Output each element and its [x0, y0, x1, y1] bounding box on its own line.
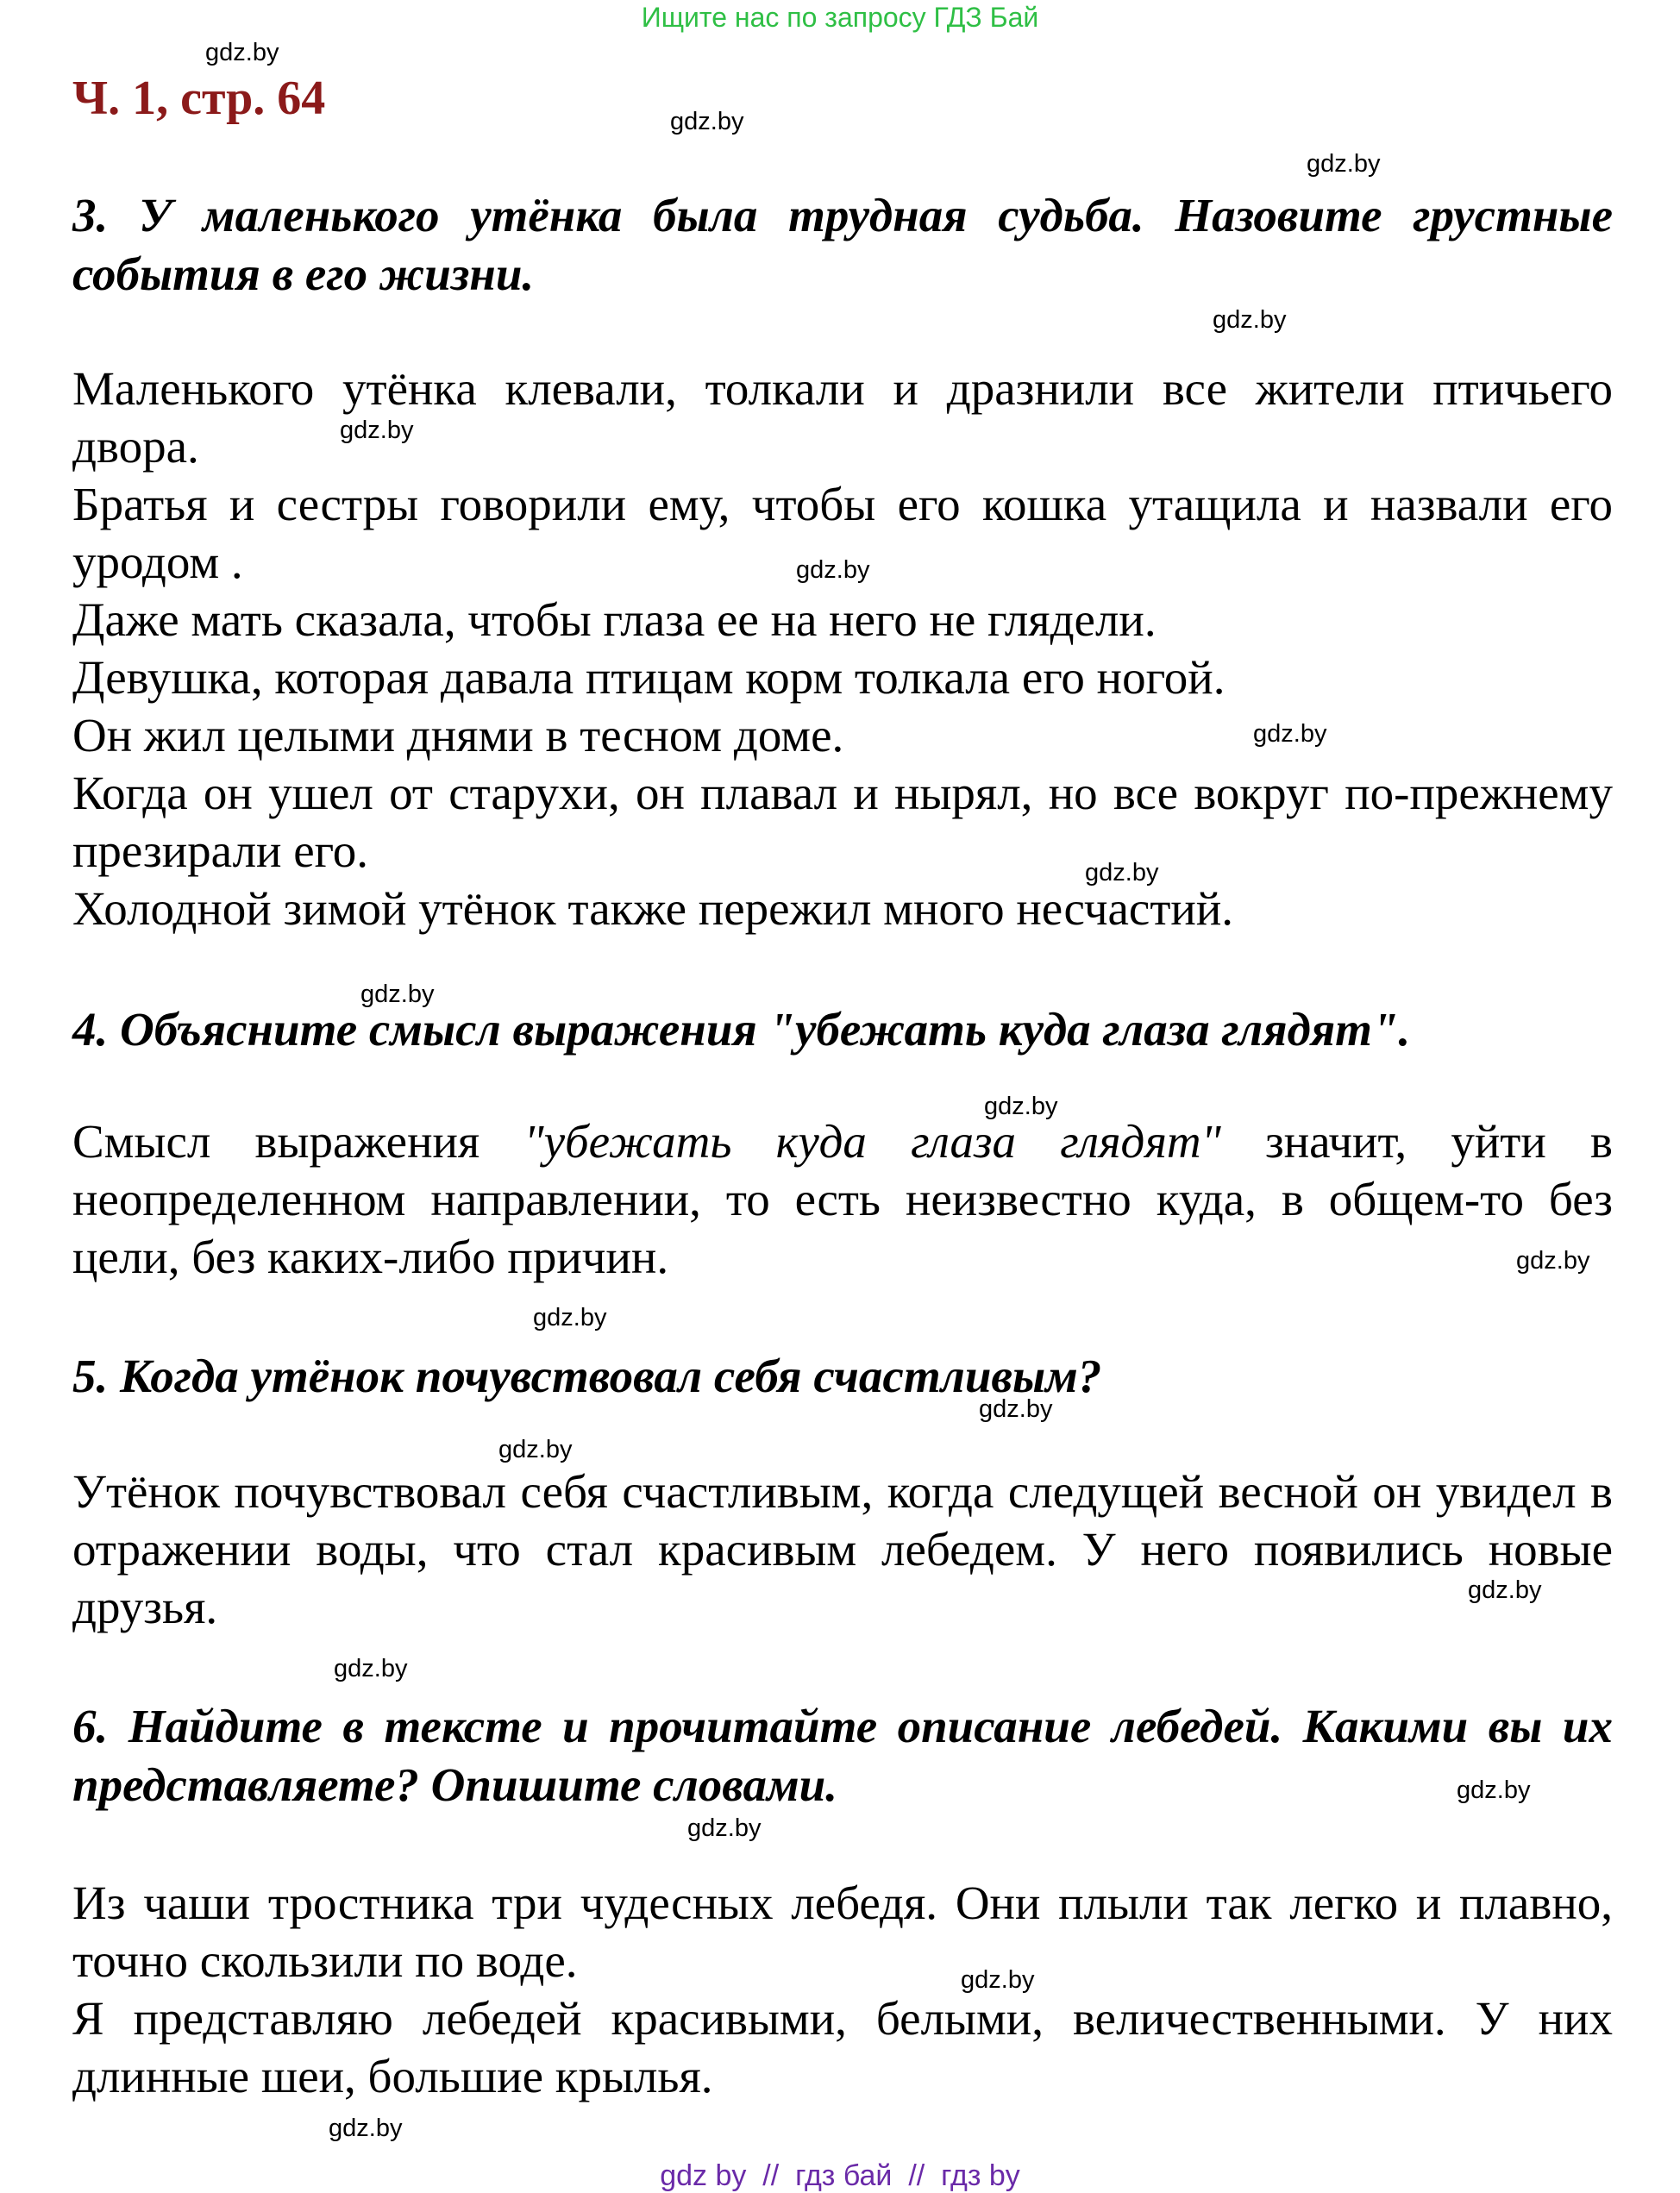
watermark: gdz.by [796, 556, 870, 584]
watermark: gdz.by [979, 1395, 1053, 1423]
answer-line: Девушка, которая давала птицам корм толкала его ногой. [72, 651, 1226, 704]
watermark: gdz.by [1085, 859, 1159, 887]
question-6-answer [72, 1874, 1613, 2105]
watermark: gdz.by [984, 1093, 1058, 1120]
watermark: gdz.by [1253, 720, 1327, 748]
watermark: gdz.by [498, 1436, 573, 1463]
page-title: Ч. 1, стр. 64 [72, 72, 326, 125]
watermark: gdz.by [334, 1655, 408, 1682]
watermark: gdz.by [670, 108, 744, 135]
question-5-title: 5. Когда утёнок почувствовал себя счастливым? [72, 1350, 1102, 1402]
answer-line: Холодной зимой утёнок также пережил много несчастий. [72, 882, 1233, 935]
answer-line: Братья и сестры говорили ему, чтобы его кошка утащила и назвали его уродом . [72, 478, 1613, 588]
watermark: gdz.by [1457, 1776, 1531, 1804]
watermark: gdz.by [1468, 1576, 1542, 1604]
question-3-title: 3. У маленького утёнка была трудная судьба. Назовите грустные события в его жизни. [72, 189, 1613, 300]
answer-suffix: значит, уйти в неопределенном направлении, то есть неизвестно куда, в общем-то без цели, без каких-либо причин. [72, 1115, 1613, 1283]
answer-line: Даже мать сказала, чтобы глаза ее на него не глядели. [72, 593, 1157, 646]
question-6-title: 6. Найдите в тексте и прочитайте описание лебедей. Какими вы их представляете? Опишите словами. [72, 1700, 1613, 1811]
watermark: gdz.by [1307, 150, 1381, 178]
answer-paragraph: Я представляю лебедей красивыми, белыми, величественными. У них длинные шеи, большие крылья. [72, 1992, 1613, 2102]
watermark: gdz.by [687, 1814, 762, 1842]
watermark: gdz.by [360, 981, 435, 1008]
answer-prefix: Смысл выражения [72, 1115, 524, 1168]
watermark: gdz.by [205, 39, 279, 66]
top-banner[interactable]: Ищите нас по запросу ГДЗ Бай [641, 2, 1039, 33]
answer-line: Когда он ушел от старухи, он плавал и нырял, но все вокруг по-прежнему презирали его. [72, 767, 1613, 877]
answer-paragraph: Из чаши тростника три чудесных лебедя. Они плыли так легко и плавно, точно скользили по воде. [72, 1877, 1613, 1987]
question-4-title: 4. Объясните смысл выражения "убежать куда глаза глядят". [72, 1003, 1411, 1056]
watermark: gdz.by [1516, 1247, 1590, 1275]
answer-paragraph: Утёнок почувствовал себя счастливым, когда следущей весной он увидел в отражении воды, что стал красивым лебедем. У него появились новые друзья. [72, 1465, 1613, 1633]
footer-links[interactable]: gdz by // гдз бай // гдз by [660, 2159, 1020, 2192]
answer-line: Маленького утёнка клевали, толкали и дразнили все жители птичьего двора. [72, 362, 1613, 473]
watermark: gdz.by [340, 417, 414, 444]
answer-quote: "убежать куда глаза глядят" [523, 1115, 1221, 1168]
watermark: gdz.by [533, 1304, 607, 1331]
question-5-answer [72, 1463, 1613, 1636]
answer-line: Он жил целыми днями в тесном доме. [72, 709, 844, 761]
answer-paragraph [72, 1112, 1613, 1286]
question-4-answer [72, 1112, 1613, 1286]
watermark: gdz.by [1213, 306, 1287, 334]
watermark: gdz.by [329, 2115, 403, 2142]
watermark: gdz.by [961, 1966, 1035, 1994]
question-3-answer [72, 360, 1613, 937]
